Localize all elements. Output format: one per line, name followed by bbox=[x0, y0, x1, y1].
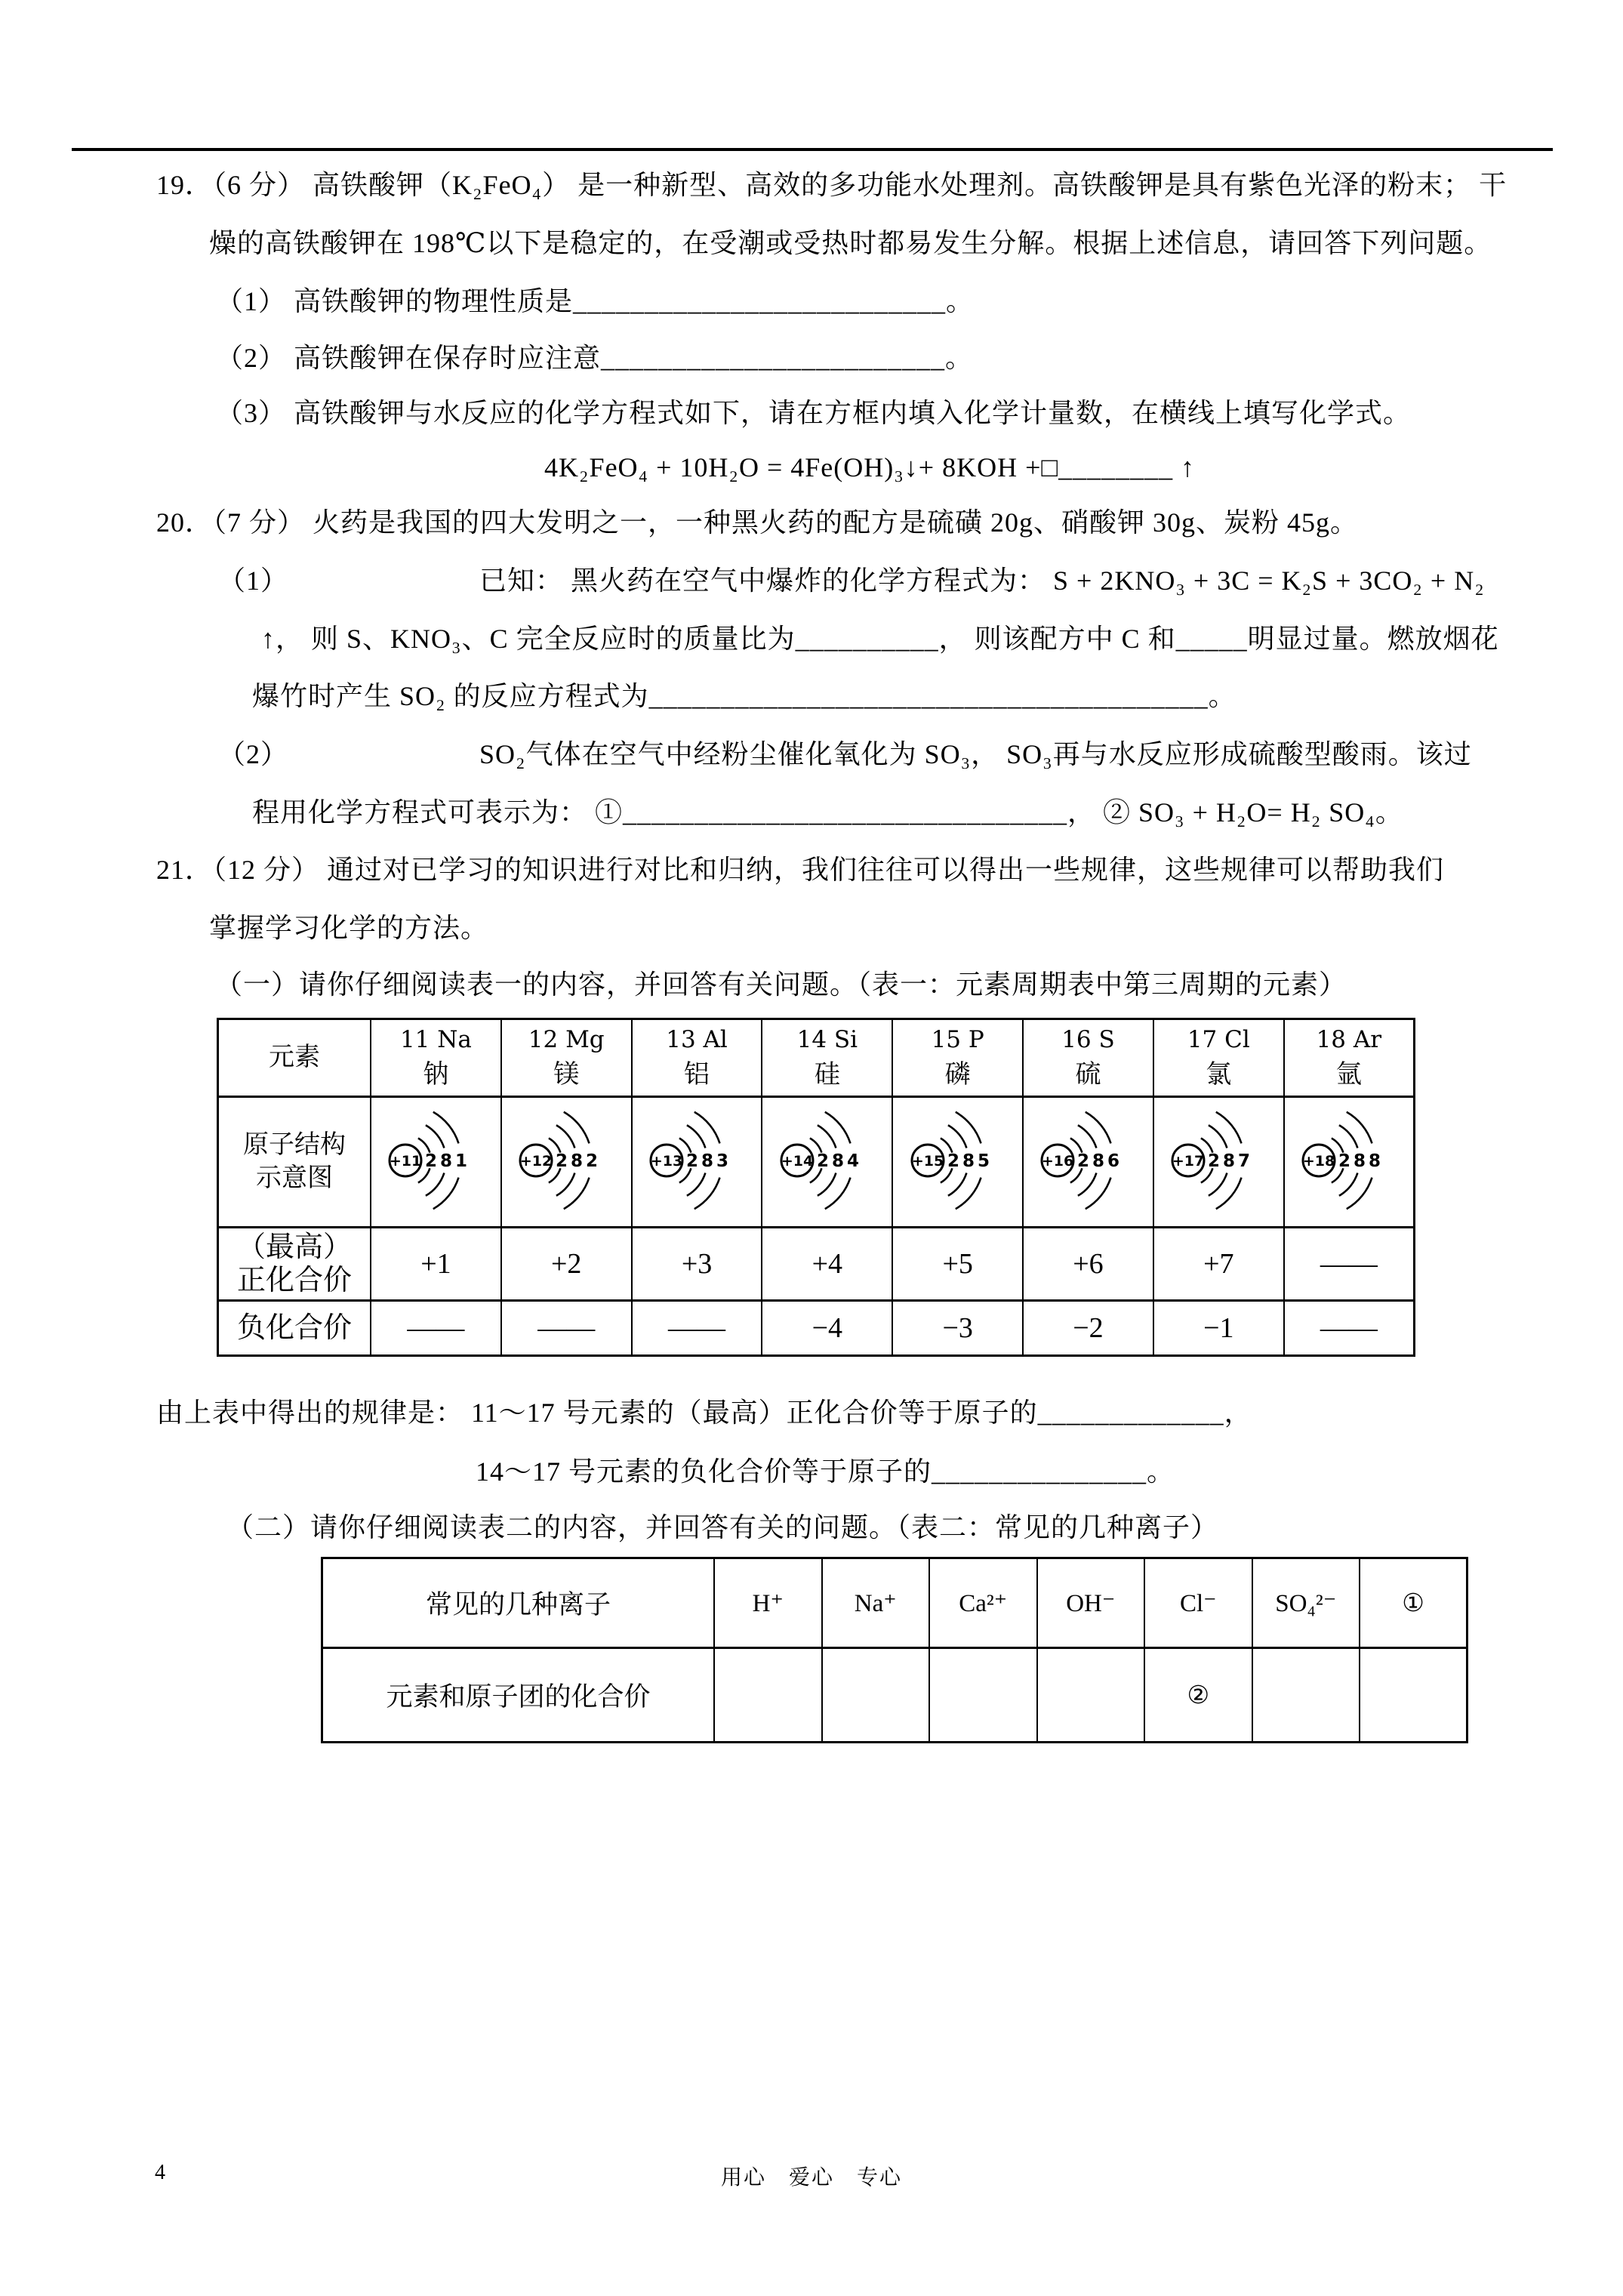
table1-header-row bbox=[218, 1019, 1415, 1097]
table1-positive-valence-row bbox=[218, 1228, 1415, 1301]
table2-header-row bbox=[322, 1558, 1467, 1648]
q20-item2-line1 bbox=[218, 737, 1472, 772]
q21-rule2: 14～17 号元素的负化合价等于原子的_______________。 bbox=[476, 1456, 1175, 1487]
ion-ca: Ca²⁺ bbox=[929, 1558, 1037, 1648]
neg-valence-mg: —— bbox=[501, 1301, 632, 1356]
q21-part2-intro: （二）请你仔细阅读表二的内容，并回答有关的问题。（表二：常见的几种离子） bbox=[226, 1512, 1219, 1542]
pos-valence-al: +3 bbox=[632, 1228, 762, 1301]
svg-text:8: 8 bbox=[701, 1151, 714, 1171]
valence-oh bbox=[1037, 1648, 1145, 1743]
element-header-s: 16 S 硫 bbox=[1023, 1019, 1153, 1097]
svg-text:+18: +18 bbox=[1302, 1152, 1335, 1170]
svg-text:+12: +12 bbox=[520, 1152, 553, 1170]
top-rule bbox=[72, 148, 1553, 151]
table-period3-elements bbox=[217, 1018, 1415, 1357]
positive-valence-row-header: （最高） 正化合价 bbox=[218, 1228, 371, 1301]
atom-diagram-al bbox=[632, 1097, 762, 1228]
q20-item1-known: 已知： 黑火药在空气中爆炸的化学方程式为： S + 2KNO₃ + 3C = K₂S + 3CO₂ + N₂ bbox=[479, 566, 1485, 596]
svg-text:5: 5 bbox=[977, 1151, 990, 1171]
element-header-al: 13 Al 铝 bbox=[632, 1019, 762, 1097]
q20-item1-line1 bbox=[218, 563, 1485, 598]
element-header-si: 14 Si 硅 bbox=[762, 1019, 892, 1097]
page-number: 4 bbox=[155, 2161, 165, 2184]
ion-blank-1: ① bbox=[1360, 1558, 1467, 1648]
q20-line1: 20．（7 分） 火药是我国的四大发明之一，一种黑火药的配方是硫磺 20g、硝酸钾 30g、炭粉 45g。 bbox=[156, 507, 1359, 538]
svg-text:2: 2 bbox=[1208, 1151, 1221, 1171]
svg-text:8: 8 bbox=[440, 1151, 453, 1171]
table1-atom-structure-row bbox=[218, 1097, 1415, 1228]
q21-part1-intro: （一）请你仔细阅读表一的内容，并回答有关问题。（表一：元素周期表中第三周期的元素） bbox=[215, 969, 1347, 1000]
svg-text:8: 8 bbox=[1353, 1151, 1366, 1171]
q20-item1-label: （1） bbox=[218, 566, 289, 596]
valence-blank-2 bbox=[1360, 1648, 1467, 1743]
q19-equation: 4K₂FeO₄ + 10H₂O = 4Fe(OH)₃↓+ 8KOH +□________ ↑ bbox=[544, 452, 1196, 482]
q20-item1-line2: ↑， 则 S、KNO₃、C 完全反应时的质量比为__________， 则该配方中 C 和_____明显过量。燃放烟花 bbox=[261, 624, 1499, 654]
q21-line2: 掌握学习化学的方法。 bbox=[209, 913, 489, 943]
neg-valence-ar: —— bbox=[1284, 1301, 1415, 1356]
q20-item2-line2: 程用化学方程式可表示为： ①_______________________________， ② SO₃ + H₂O= H₂ SO₄。 bbox=[252, 797, 1403, 827]
atom-diagram-mg bbox=[501, 1097, 632, 1228]
element-header-na: 11 Na 钠 bbox=[371, 1019, 501, 1097]
q19-line1: 19．（6 分） 高铁酸钾（K₂FeO₄） 是一种新型、高效的多功能水处理剂。高铁酸钾是具有紫色光泽的粉末； 干 bbox=[156, 170, 1508, 200]
svg-text:8: 8 bbox=[831, 1151, 844, 1171]
q19-item3: （3） 高铁酸钾与水反应的化学方程式如下，请在方框内填入化学计量数，在横线上填写化学式。 bbox=[216, 398, 1412, 428]
q21-rule1: 由上表中得出的规律是： 11～17 号元素的（最高）正化合价等于原子的_____________， bbox=[156, 1398, 1252, 1428]
svg-text:+14: +14 bbox=[781, 1152, 814, 1170]
svg-text:+15: +15 bbox=[911, 1152, 944, 1170]
pos-valence-ar: —— bbox=[1284, 1228, 1415, 1301]
q20-item2-label: （2） bbox=[218, 739, 289, 769]
svg-text:3: 3 bbox=[716, 1151, 729, 1171]
atom-structure-row-header: 原子结构 示意图 bbox=[218, 1097, 371, 1228]
pos-valence-na: +1 bbox=[371, 1228, 501, 1301]
svg-text:2: 2 bbox=[816, 1151, 829, 1171]
svg-text:6: 6 bbox=[1107, 1151, 1120, 1171]
q19-item2: （2） 高铁酸钾在保存时应注意________________________。 bbox=[216, 343, 974, 373]
svg-text:2: 2 bbox=[947, 1151, 959, 1171]
ion-cl: Cl⁻ bbox=[1144, 1558, 1252, 1648]
valence-so4 bbox=[1252, 1648, 1360, 1743]
svg-text:2: 2 bbox=[586, 1151, 599, 1171]
pos-valence-s: +6 bbox=[1023, 1228, 1153, 1301]
atom-diagram-s bbox=[1023, 1097, 1153, 1228]
q19-item1: （1） 高铁酸钾的物理性质是__________________________。 bbox=[216, 286, 975, 316]
table-common-ions bbox=[321, 1557, 1468, 1743]
valence-cl: ② bbox=[1144, 1648, 1252, 1743]
svg-text:8: 8 bbox=[962, 1151, 975, 1171]
svg-text:8: 8 bbox=[1223, 1151, 1236, 1171]
neg-valence-p: −3 bbox=[892, 1301, 1023, 1356]
negative-valence-row-header: 负化合价 bbox=[218, 1301, 371, 1356]
table2-valence-row bbox=[322, 1648, 1467, 1743]
svg-text:2: 2 bbox=[1077, 1151, 1090, 1171]
element-header-cl: 17 Cl 氯 bbox=[1153, 1019, 1284, 1097]
footer-motto: 用心 爱心 专心 bbox=[720, 2166, 902, 2190]
neg-valence-cl: −1 bbox=[1153, 1301, 1284, 1356]
svg-text:+13: +13 bbox=[650, 1152, 683, 1170]
q20-item1-line3: 爆竹时产生 SO₂ 的反应方程式为_______________________________________。 bbox=[252, 681, 1236, 711]
valence-ca bbox=[929, 1648, 1037, 1743]
svg-text:8: 8 bbox=[1368, 1151, 1381, 1171]
element-header-mg: 12 Mg 镁 bbox=[501, 1019, 632, 1097]
q21-line1: 21．（12 分） 通过对已学习的知识进行对比和归纳，我们往往可以得出一些规律，这些规律可以帮助我们 bbox=[156, 855, 1445, 885]
svg-text:+17: +17 bbox=[1172, 1152, 1205, 1170]
svg-text:8: 8 bbox=[571, 1151, 584, 1171]
element-header-ar: 18 Ar 氩 bbox=[1284, 1019, 1415, 1097]
pos-valence-cl: +7 bbox=[1153, 1228, 1284, 1301]
atom-diagram-cl bbox=[1153, 1097, 1284, 1228]
ion-oh: OH⁻ bbox=[1037, 1558, 1145, 1648]
pos-valence-mg: +2 bbox=[501, 1228, 632, 1301]
atom-diagram-si bbox=[762, 1097, 892, 1228]
svg-text:2: 2 bbox=[1338, 1151, 1350, 1171]
svg-text:1: 1 bbox=[455, 1151, 468, 1171]
neg-valence-si: −4 bbox=[762, 1301, 892, 1356]
svg-text:2: 2 bbox=[425, 1151, 438, 1171]
table2-header-label: 常见的几种离子 bbox=[322, 1558, 715, 1648]
ion-h: H⁺ bbox=[714, 1558, 822, 1648]
svg-text:+11: +11 bbox=[390, 1152, 422, 1170]
svg-text:+16: +16 bbox=[1042, 1152, 1074, 1170]
table1-corner: 元素 bbox=[218, 1019, 371, 1097]
neg-valence-al: —— bbox=[632, 1301, 762, 1356]
neg-valence-s: −2 bbox=[1023, 1301, 1153, 1356]
element-header-p: 15 P 磷 bbox=[892, 1019, 1023, 1097]
svg-text:2: 2 bbox=[556, 1151, 568, 1171]
atom-diagram-na bbox=[371, 1097, 501, 1228]
pos-valence-si: +4 bbox=[762, 1228, 892, 1301]
q19-line2: 燥的高铁酸钾在 198℃以下是稳定的，在受潮或受热时都易发生分解。根据上述信息，请回答下列问题。 bbox=[209, 228, 1492, 258]
valence-na bbox=[822, 1648, 930, 1743]
valence-h bbox=[714, 1648, 822, 1743]
ion-na: Na⁺ bbox=[822, 1558, 930, 1648]
svg-text:4: 4 bbox=[846, 1151, 859, 1171]
table2-row-label: 元素和原子团的化合价 bbox=[322, 1648, 715, 1743]
atom-diagram-ar bbox=[1284, 1097, 1415, 1228]
svg-text:7: 7 bbox=[1238, 1151, 1251, 1171]
neg-valence-na: —— bbox=[371, 1301, 501, 1356]
svg-text:2: 2 bbox=[686, 1151, 699, 1171]
atom-diagram-p bbox=[892, 1097, 1023, 1228]
svg-text:8: 8 bbox=[1092, 1151, 1105, 1171]
q20-item2-text: SO₂气体在空气中经粉尘催化氧化为 SO₃， SO₃再与水反应形成硫酸型酸雨。该过 bbox=[479, 739, 1472, 769]
table1-negative-valence-row bbox=[218, 1301, 1415, 1356]
pos-valence-p: +5 bbox=[892, 1228, 1023, 1301]
ion-so4: SO₄²⁻ bbox=[1252, 1558, 1360, 1648]
